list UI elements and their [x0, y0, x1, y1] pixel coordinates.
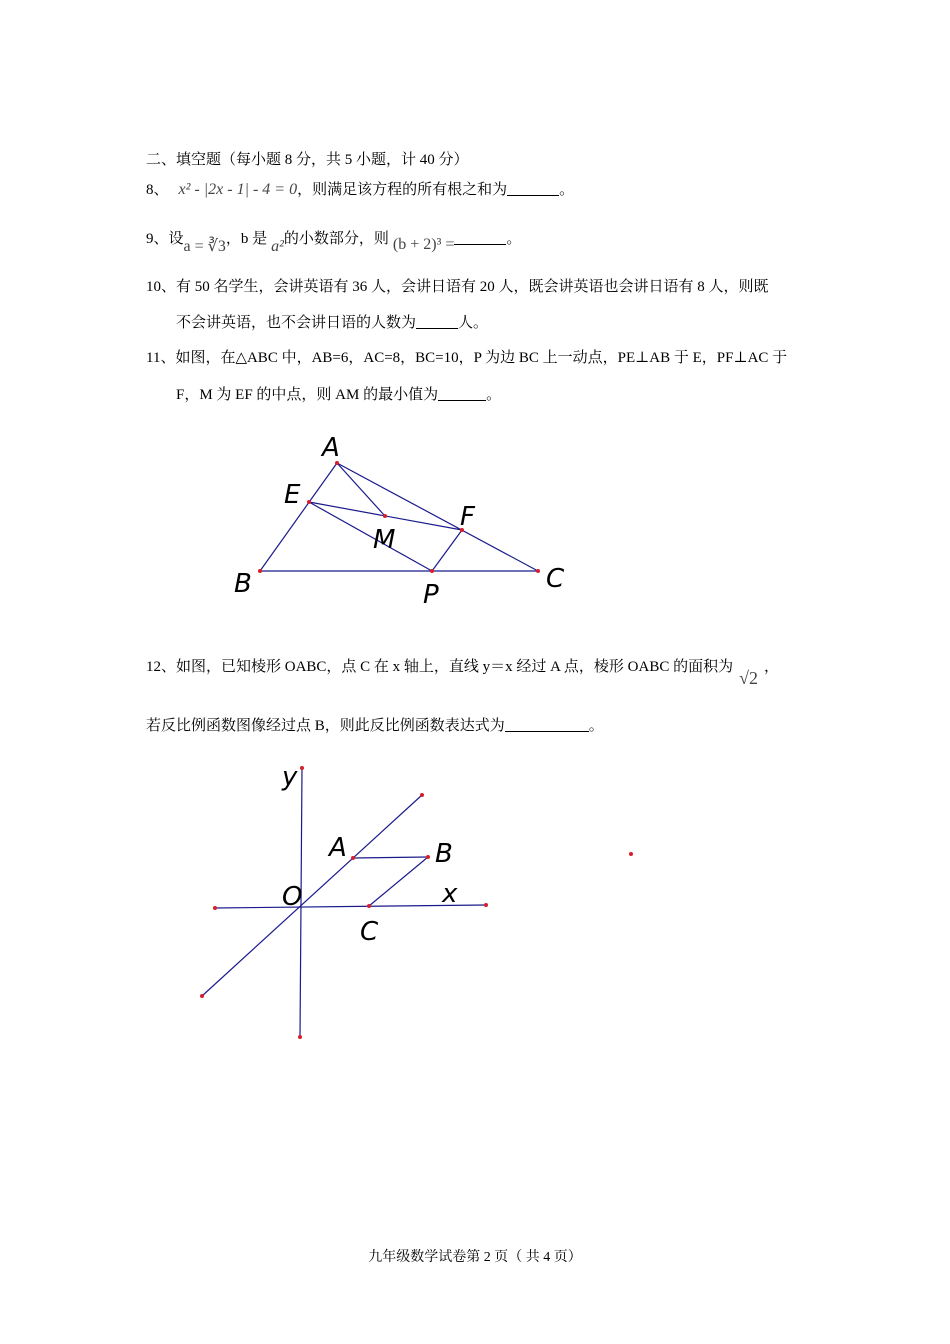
- label-E: E: [284, 480, 301, 510]
- label-P: P: [423, 580, 439, 610]
- question-10-line1: 10、有 50 名学生，会讲英语有 36 人，会讲日语有 20 人，既会讲英语也会讲日语有 8 人，则既: [146, 279, 769, 295]
- point-x-end: [484, 903, 488, 907]
- label-C: C: [546, 564, 565, 594]
- segment-BC: [369, 857, 428, 906]
- q9-a-definition: a = ∛3: [183, 238, 226, 255]
- q12-comma: ，: [764, 659, 780, 675]
- q8-end: 。: [559, 182, 575, 198]
- point-x-start: [213, 906, 217, 910]
- segment-AB: [353, 857, 428, 858]
- point-line-start: [200, 994, 204, 998]
- q11-text: F，M 为 EF 的中点，则 AM 的最小值为: [176, 387, 439, 403]
- point-line-end: [420, 793, 424, 797]
- q12-sqrt2: √2: [739, 668, 759, 688]
- point-A: [351, 856, 355, 860]
- q11-end: 。: [486, 387, 502, 403]
- point-y-start: [298, 1035, 302, 1039]
- point-C: [367, 904, 371, 908]
- q9-number: 9、设: [146, 231, 184, 247]
- point-y-end: [300, 766, 304, 770]
- q8-equation: x² - |2x - 1| - 4 = 0: [178, 181, 298, 198]
- label-B: B: [435, 839, 453, 869]
- label-C: C: [360, 917, 379, 947]
- label-M: M: [373, 525, 396, 555]
- q10-text: 不会讲英语，也不会讲日语的人数为: [176, 315, 417, 331]
- q8-number: 8、: [146, 182, 169, 198]
- q12-text: 12、如图，已知棱形 OABC，点 C 在 x 轴上，直线 y＝x 经过 A 点，棱形 OABC 的面积为: [146, 659, 734, 675]
- line-y-equals-x: [202, 795, 422, 996]
- point-B: [426, 855, 430, 859]
- label-A: A: [322, 433, 340, 463]
- q12-text2: 若反比例函数图像经过点 B，则此反比例函数表达式为: [146, 718, 505, 734]
- q9-mid1: ，b 是: [225, 231, 268, 247]
- label-B: B: [234, 569, 252, 599]
- section-title: 二、填空题（每小题 8 分，共 5 小题，计 40 分）: [146, 152, 469, 168]
- q8-text: ，则满足该方程的所有根之和为: [297, 182, 508, 198]
- label-F: F: [460, 502, 475, 532]
- label-O: O: [282, 882, 303, 912]
- label-y: y: [282, 762, 298, 792]
- stray-point: [629, 852, 633, 856]
- q12-end: 。: [588, 718, 604, 734]
- page-footer: 九年级数学试卷第 2 页（ 共 4 页）: [368, 1250, 582, 1265]
- question-11-line1: 11、如图，在△ABC 中，AB=6，AC=8，BC=10，P 为边 BC 上一动点，PE⊥AB 于 E，PF⊥AC 于: [146, 350, 788, 366]
- q9-a-squared: a²: [271, 238, 284, 255]
- label-A: A: [329, 833, 347, 863]
- q9-mid2: 的小数部分，则: [283, 231, 389, 247]
- q9-end: 。: [506, 231, 522, 247]
- q9-expression: (b + 2)³ =: [392, 236, 455, 253]
- q10-end: 人。: [458, 315, 489, 331]
- label-x: x: [442, 879, 458, 909]
